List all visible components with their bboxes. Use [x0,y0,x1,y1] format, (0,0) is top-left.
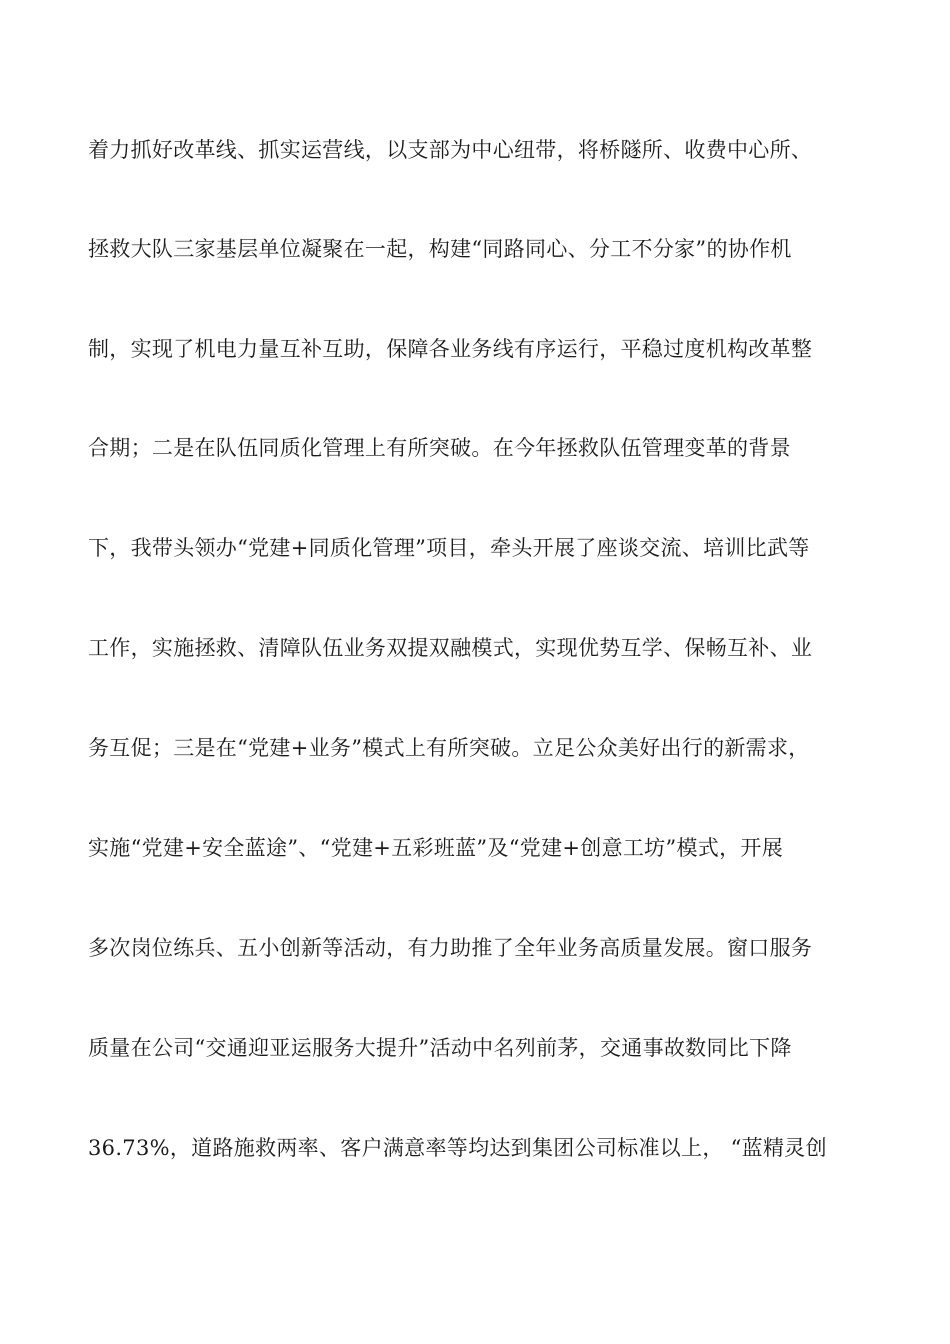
paragraph-line: 下，我带头领办“党建+同质化管理”项目，牵头开展了座谈交流、培训比武等 [88,536,810,560]
paragraph-line: 实施“党建+安全蓝途”、“党建+五彩班蓝”及“党建+创意工坊”模式，开展 [88,836,783,860]
paragraph-line: 制，实现了机电力量互补互助，保障各业务线有序运行，平稳过度机构改革整 [88,337,813,361]
paragraph-line: 工作，实施拯救、清障队伍业务双提双融模式，实现优势互学、保畅互补、业 [88,636,813,660]
paragraph-line: 务互促；三是在“党建+业务”模式上有所突破。立足公众美好出行的新需求， [88,736,810,760]
paragraph-line: 质量在公司“交通迎亚运服务大提升”活动中名列前茅，交通事故数同比下降 [88,1036,792,1060]
paragraph-line: 着力抓好改革线、抓实运营线，以支部为中心纽带，将桥隧所、收费中心所、 [88,138,813,162]
paragraph-line: 拯救大队三家基层单位凝聚在一起，构建“同路同心、分工不分家”的协作机 [88,237,792,261]
paragraph-line: 多次岗位练兵、五小创新等活动，有力助推了全年业务高质量发展。窗口服务 [88,936,813,960]
paragraph-line: 36.73%，道路施救两率、客户满意率等均达到集团公司标准以上， “蓝精灵创 [88,1136,827,1160]
paragraph-line: 合期；二是在队伍同质化管理上有所突破。在今年拯救队伍管理变革的背景 [88,436,791,460]
